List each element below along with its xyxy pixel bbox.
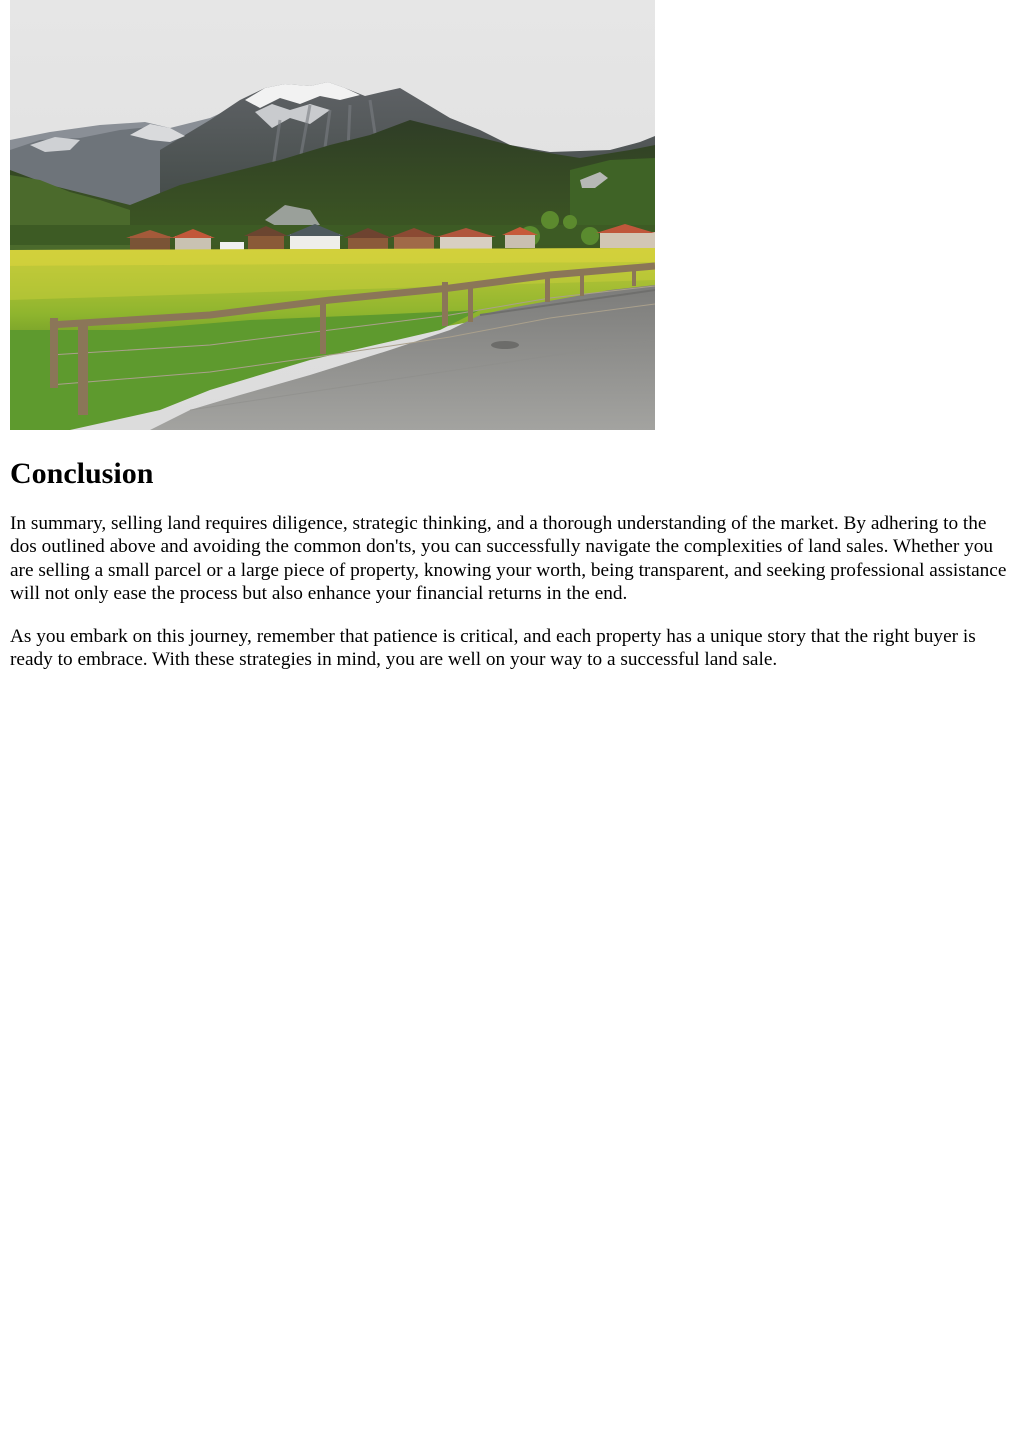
landscape-photo xyxy=(10,0,655,430)
conclusion-paragraph-2: As you embark on this journey, remember that patience is critical, and each property has a unique story that the right buyer is ready to embrace. With these strategies in mind, you are well on your way to a successful land sale. xyxy=(10,626,976,671)
conclusion-paragraph-1: In summary, selling land requires diligence, strategic thinking, and a thorough understanding of the market. By adhering to the dos outlined above and avoiding the common don'ts, you can successfully navigate the complexities of land sales. Whether you are selling a small parcel or a large piece of property, knowing your worth, being transparent, and seeking professional assistance will not only ease the process but also enhance your financial returns in the end. xyxy=(10,513,1007,604)
section-heading: Conclusion xyxy=(10,457,154,490)
article xyxy=(0,0,1024,672)
